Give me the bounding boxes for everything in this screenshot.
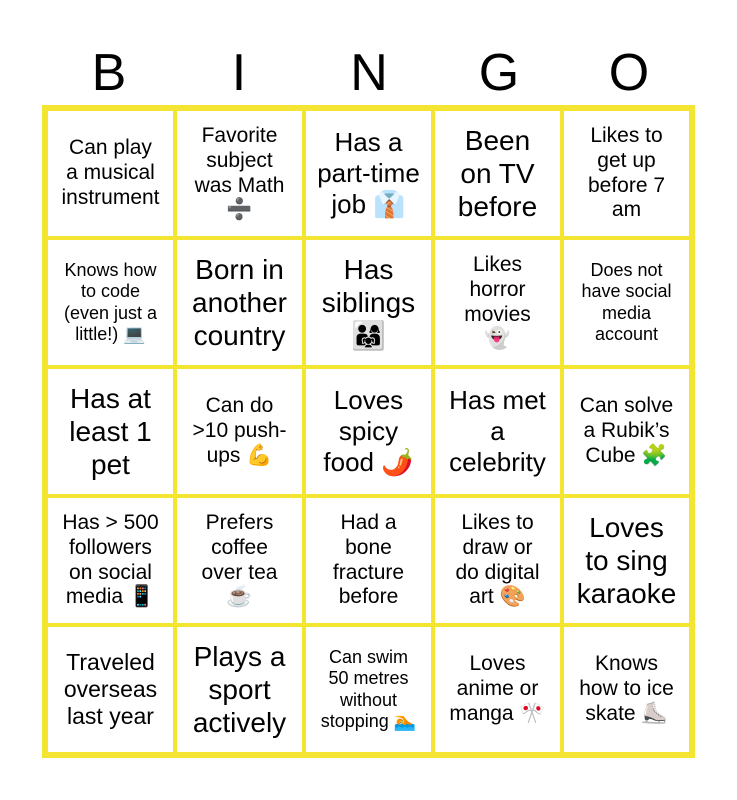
bingo-cell[interactable] [562, 238, 691, 367]
cell-text: Favorite subject was Math ➗ [194, 123, 285, 222]
cell-text: Does not have social media account [581, 260, 672, 344]
bingo-cell[interactable] [175, 496, 304, 625]
bingo-cell[interactable] [433, 238, 562, 367]
cell-text: Traveled overseas last year [63, 648, 158, 730]
cell-text: Loves to sing karaoke [576, 511, 677, 610]
cell-text: Has a part-time job 👔 [317, 127, 420, 219]
cell-text: Knows how to code (even just a little!) 💻 [63, 260, 158, 344]
cell-text: Been on TV before [457, 124, 538, 223]
bingo-header [44, 40, 694, 106]
bingo-cell[interactable] [433, 625, 562, 754]
bingo-cell[interactable] [304, 238, 433, 367]
bingo-cell[interactable] [304, 625, 433, 754]
bingo-cell[interactable] [46, 625, 175, 754]
cell-text: Loves spicy food 🌶️ [323, 385, 414, 477]
bingo-cell[interactable] [304, 496, 433, 625]
header-letter-g: G [478, 44, 520, 102]
bingo-cell[interactable] [433, 367, 562, 496]
bingo-cell[interactable] [562, 367, 691, 496]
header-letter-o: O [608, 44, 650, 102]
bingo-cell[interactable] [46, 367, 175, 496]
cell-text: Has met a celebrity [449, 385, 546, 477]
bingo-cell[interactable] [562, 109, 691, 238]
bingo-cell[interactable] [175, 238, 304, 367]
cell-text: Plays a sport actively [192, 640, 287, 739]
cell-text: Can play a musical instrument [61, 136, 160, 209]
bingo-cell[interactable] [304, 109, 433, 238]
cell-text: Prefers coffee over tea ☕ [201, 510, 278, 609]
bingo-cell[interactable] [433, 109, 562, 238]
bingo-cell[interactable] [562, 496, 691, 625]
cell-text: Had a bone fracture before [332, 510, 405, 609]
header-letter-n: N [350, 44, 388, 102]
cell-text: Can do >10 push- ups 💪 [192, 394, 287, 467]
cell-text: Knows how to ice skate ⛸️ [579, 652, 674, 725]
cell-text: Likes to get up before 7 am [587, 123, 666, 222]
cell-text: Born in another country [192, 253, 287, 352]
bingo-cell[interactable] [433, 496, 562, 625]
header-letter-b: B [91, 44, 127, 102]
bingo-board [42, 105, 695, 758]
bingo-cell[interactable] [175, 367, 304, 496]
cell-text: Has > 500 followers on social media 📱 [62, 510, 159, 609]
bingo-cell[interactable] [46, 496, 175, 625]
cell-text: Has siblings 👨‍👩‍👧 [321, 253, 416, 352]
bingo-cell[interactable] [304, 367, 433, 496]
cell-text: Has at least 1 pet [69, 382, 152, 481]
cell-text: Likes horror movies 👻 [464, 252, 531, 351]
bingo-cell[interactable] [46, 109, 175, 238]
cell-text: Likes to draw or do digital art 🎨 [455, 510, 540, 609]
bingo-cell[interactable] [175, 625, 304, 754]
cell-text: Can swim 50 metres without stopping 🏊 [320, 647, 417, 731]
bingo-cell[interactable] [175, 109, 304, 238]
header-letter-i: I [231, 44, 247, 102]
cell-text: Loves anime or manga 🎌 [449, 652, 546, 725]
bingo-cell[interactable] [46, 238, 175, 367]
bingo-cell[interactable] [562, 625, 691, 754]
cell-text: Can solve a Rubik’s Cube 🧩 [579, 394, 674, 467]
